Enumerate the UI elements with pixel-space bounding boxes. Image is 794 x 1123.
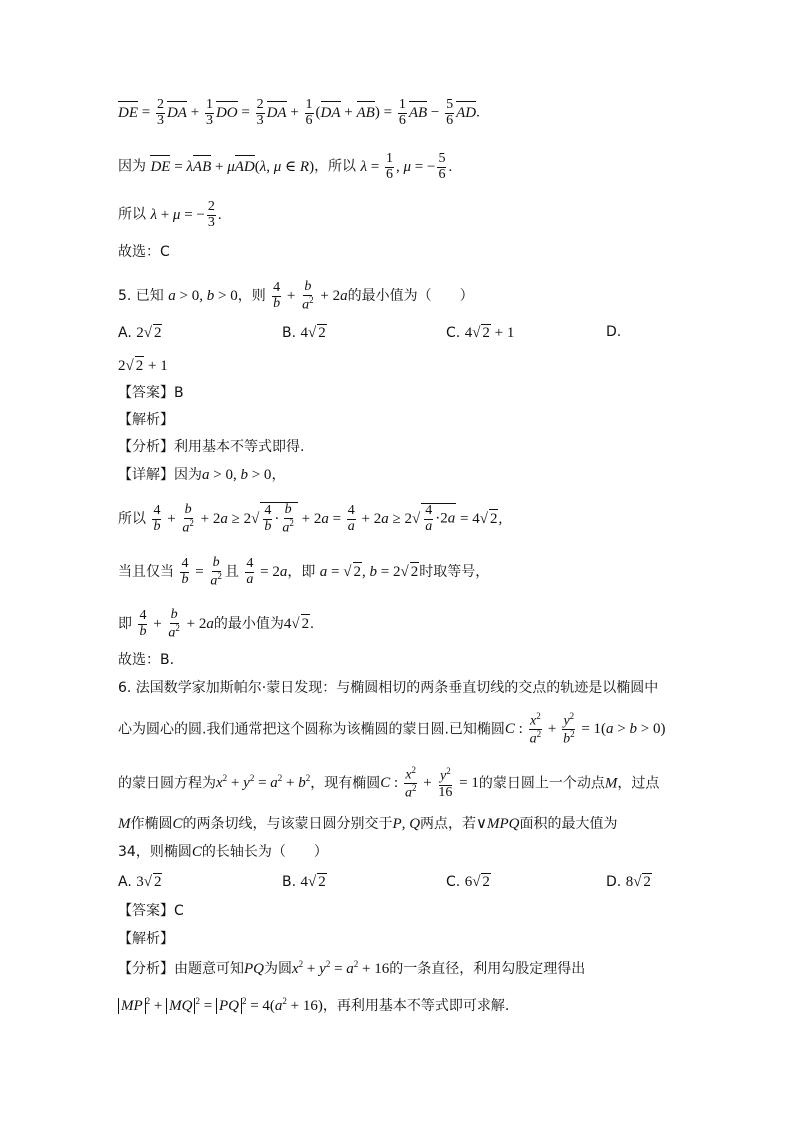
sum-line: 所以 λ + μ = − $\frac{2}{3}$ . <box>118 199 222 230</box>
question-6-line-3: 的蒙日圆方程为$x^2 + y^2 = a^2 + b^2$，现有椭圆C : $\frac{x^2}{a^2}$ + $\frac{y^2}{16}$ = 1的蒙日圆上一个动点M，过点 <box>118 765 660 801</box>
question-6-line-4: M作椭圆C的两条切线，与该蒙日圆分别交于P, Q两点，若∨MPQ面积的最大值为 <box>118 816 618 832</box>
q5-option-b: B. 4√ 2 <box>282 325 326 341</box>
q5-option-d: D. <box>606 324 622 340</box>
question-6-line-5: 34，则椭圆C的长轴长为（ ） <box>118 844 328 860</box>
q5-option-d-value: 2√ 2 + 1 <box>118 358 168 374</box>
analysis-6-line-1: 【分析】由题意可知PQ为圆$x^2 + y^2 = a^2 + 16$的一条直径，利用勾股定理得出 <box>118 959 586 977</box>
q6-option-a: A. 3√ 2 <box>118 874 162 890</box>
lambda-mu-line: 因为 DE = λAB + μAD(λ, μ ∈ R)，所以 λ = $\frac{1}{6}$ , μ = − $\frac{5}{6}$ . <box>118 151 453 182</box>
answer-5: 【答案】B <box>118 385 184 401</box>
q6-option-b: B. 4√ 2 <box>282 874 326 890</box>
q5-option-c: C. 4√ 2 + 1 <box>446 325 515 341</box>
analysis-5: 【分析】利用基本不等式即得. <box>118 439 305 455</box>
equality-condition: 当且仅当 $\frac{4}{b}$ = $\frac{b}{a^2}$ 且 $\frac{4}{a}$ = 2a，即 a = √ 2, b = 2√ 2时取等号， <box>118 555 490 589</box>
q6-option-c: C. 6√ 2 <box>446 874 490 890</box>
conclusion-5: 即 $\frac{4}{b}$ + $\frac{b}{a^2}$ + 2a的最小值为4√ 2. <box>118 607 314 641</box>
detail-5: 【详解】因为a > 0, b > 0， <box>118 467 286 483</box>
analysis-header-6: 【解析】 <box>118 931 174 947</box>
q6-option-d: D. 8√ 2 <box>606 874 651 890</box>
answer-6: 【答案】C <box>118 903 184 919</box>
answer-choice-4: 故选：C <box>118 244 170 260</box>
analysis-header-5: 【解析】 <box>118 412 174 428</box>
question-6-line-2: 心为圆心的圆.我们通常把这个圆称为该椭圆的蒙日圆.已知椭圆C : $\frac{x^2}{a^2}$ + $\frac{y^2}{b^2}$ = 1(a > b > 0) <box>118 711 666 747</box>
vector-equation-line: DE = $\frac{2}{3}$ DA + $\frac{1}{3}$ DO = $\frac{2}{3}$ DA + $\frac{1}{6}$ (DA + AB) = $\frac{1}{6}$ AB − $\frac{5}{6}$ AD. <box>118 97 480 128</box>
question-6-line-1: 6. 法国数学家加斯帕尔·蒙日发现：与椭圆相切的两条垂直切线的交点的轨迹是以椭圆中 <box>118 680 659 696</box>
inequality-chain: 所以 $\frac{4}{b}$ + $\frac{b}{a^2}$ + 2a ≥ 2√ $\frac{4}{b}$ · $\frac{b}{a^2}$ + 2a = $\frac{4}{a}$ + 2a ≥ 2√ $\frac{4}{a}$ ·2a = 4√ 2, <box>118 502 503 536</box>
analysis-6-line-2: MP $^2$ + MQ $^2$ = PQ $^2 = 4(a^2 + 16)$，再利用基本不等式即可求解. <box>118 996 509 1015</box>
q5-option-a: A. 2√ 2 <box>118 325 162 341</box>
answer-choice-5: 故选：B. <box>118 652 175 668</box>
question-5: 5. 已知 a > 0, b > 0，则 $\frac{4}{b}$ + $\frac{b}{a^2}$ + 2a的最小值为（ ） <box>118 279 474 313</box>
